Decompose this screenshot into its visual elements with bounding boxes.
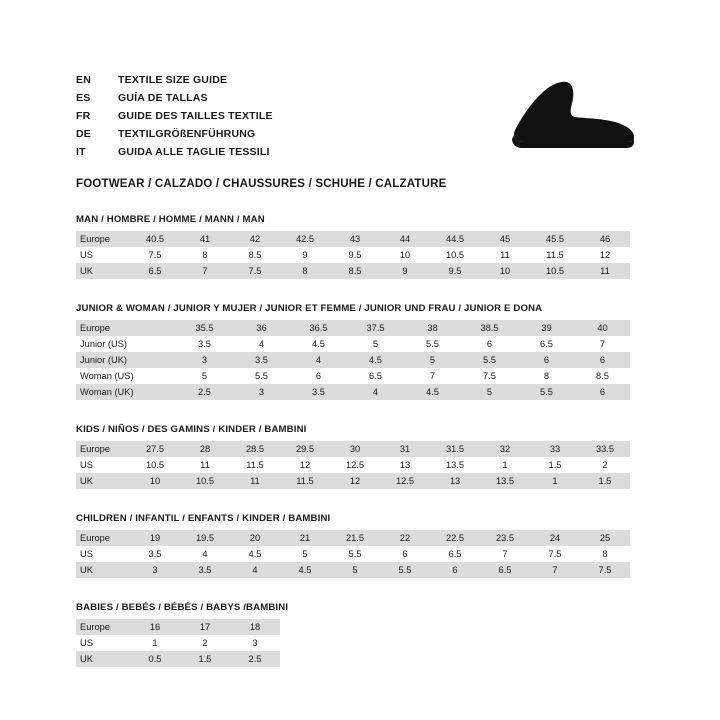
section-title: KIDS / NIÑOS / DES GAMINS / KINDER / BAMBINI — [76, 424, 307, 435]
cell: 39 — [518, 320, 575, 336]
cell: 3.5 — [233, 352, 290, 368]
section-children — [76, 513, 644, 578]
cell: 9.5 — [430, 263, 480, 279]
table-row — [76, 619, 280, 635]
cell: 10 — [480, 263, 530, 279]
cell: 4 — [258, 339, 265, 349]
cell: 31 — [380, 441, 430, 457]
cell: 3 — [176, 352, 233, 368]
cell: 21 — [280, 530, 330, 546]
section-title: BABIES / BEBÉS / BÉBÉS / BABYS /BAMBINI — [76, 602, 289, 613]
cell: 6.5 — [480, 562, 530, 578]
cell: 6 — [575, 384, 630, 400]
cell: 24 — [530, 530, 580, 546]
table-row — [76, 352, 630, 368]
cell: 10 — [130, 473, 180, 489]
cell: 5.5 — [518, 384, 575, 400]
row-label: Junior (UK) — [76, 352, 176, 368]
cell: 9 — [302, 250, 308, 260]
cell: 7 — [502, 549, 508, 559]
cell: 1.5 — [548, 460, 562, 470]
cell: 8 — [202, 250, 208, 260]
cell: 10.5 — [145, 460, 165, 470]
cell: 7 — [180, 263, 230, 279]
cell: 10.5 — [445, 250, 465, 260]
cell: 20 — [230, 530, 280, 546]
table-row — [76, 247, 630, 263]
cell: 27.5 — [130, 441, 180, 457]
cell: 3.5 — [290, 384, 347, 400]
cell: 8.5 — [596, 371, 609, 381]
table-row — [76, 562, 630, 578]
cell: 36.5 — [290, 320, 347, 336]
cell: 4.5 — [280, 562, 330, 578]
cell: 5 — [330, 562, 380, 578]
cell: 4 — [290, 352, 347, 368]
language-code: IT — [76, 146, 86, 158]
cell: 1 — [152, 638, 158, 648]
cell: 4.5 — [347, 352, 404, 368]
row-label: Junior (US) — [80, 339, 128, 349]
cell: 9 — [380, 263, 430, 279]
cell: 3 — [252, 638, 258, 648]
table-row — [76, 651, 280, 667]
section-babies — [76, 602, 644, 667]
cell: 10.5 — [530, 263, 580, 279]
cell: 35.5 — [176, 320, 233, 336]
row-label: US — [80, 549, 93, 559]
cell: 22.5 — [430, 530, 480, 546]
cell: 5.5 — [461, 352, 518, 368]
row-label: Europe — [76, 530, 130, 546]
row-label: Europe — [76, 320, 176, 336]
cell: 42.5 — [280, 231, 330, 247]
cell: 11 — [580, 263, 630, 279]
cell: 12 — [299, 460, 311, 470]
cell: 1 — [502, 460, 508, 470]
cell: 6 — [315, 371, 322, 381]
cell: 30 — [330, 441, 380, 457]
cell: 6 — [575, 352, 630, 368]
header — [76, 72, 644, 190]
cell: 25 — [580, 530, 630, 546]
cell: 23.5 — [480, 530, 530, 546]
cell: 9.5 — [348, 250, 362, 260]
cell: 4 — [202, 549, 208, 559]
table-row — [76, 546, 630, 562]
cell: 0.5 — [130, 651, 180, 667]
size-table-children — [76, 530, 630, 578]
cell: 10.5 — [180, 473, 230, 489]
language-title: GUÍA DE TALLAS — [118, 92, 208, 104]
row-label: US — [80, 638, 93, 648]
cell: 8 — [543, 371, 550, 381]
cell: 5 — [201, 371, 208, 381]
cell: 7 — [429, 371, 436, 381]
cell: 22 — [380, 530, 430, 546]
cell: 44.5 — [430, 231, 480, 247]
cell: 18 — [230, 619, 280, 635]
cell: 6 — [486, 339, 493, 349]
cell: 8 — [280, 263, 330, 279]
cell: 2.5 — [176, 384, 233, 400]
row-label: US — [80, 460, 93, 470]
cell: 4.5 — [312, 339, 325, 349]
size-table-kids — [76, 441, 630, 489]
cell: 5 — [461, 384, 518, 400]
cell: 11.5 — [280, 473, 330, 489]
cell: 7 — [599, 339, 606, 349]
size-table-babies — [76, 619, 280, 667]
cell: 37.5 — [347, 320, 404, 336]
cell: 5.5 — [426, 339, 439, 349]
cell: 6 — [518, 352, 575, 368]
cell: 4.5 — [404, 384, 461, 400]
language-title: GUIDA ALLE TAGLIE TESSILI — [118, 146, 270, 158]
dress-shoe-icon — [458, 76, 648, 156]
cell: 8.5 — [248, 250, 262, 260]
section-man — [76, 214, 644, 279]
cell: 7 — [530, 562, 580, 578]
language-title: GUIDE DES TAILLES TEXTILE — [118, 110, 273, 122]
table-row — [76, 336, 630, 352]
cell: 38 — [404, 320, 461, 336]
cell: 19.5 — [180, 530, 230, 546]
cell: 28 — [180, 441, 230, 457]
cell: 46 — [580, 231, 630, 247]
cell: 2 — [602, 460, 608, 470]
cell: 7.5 — [548, 549, 562, 559]
table-row — [76, 441, 630, 457]
cell: 28.5 — [230, 441, 280, 457]
row-label: Woman (UK) — [76, 384, 176, 400]
cell: 12 — [599, 250, 611, 260]
cell: 1 — [530, 473, 580, 489]
cell: 13.5 — [480, 473, 530, 489]
cell: 32 — [480, 441, 530, 457]
table-row — [76, 368, 630, 384]
cell: 6.5 — [448, 549, 462, 559]
cell: 2.5 — [230, 651, 280, 667]
cell: 12.5 — [380, 473, 430, 489]
row-label: US — [80, 250, 93, 260]
cell: 6 — [402, 549, 408, 559]
cell: 3.5 — [198, 339, 211, 349]
row-label: Europe — [76, 619, 130, 635]
cell: 7.5 — [483, 371, 496, 381]
cell: 10 — [399, 250, 411, 260]
language-code: ES — [76, 92, 91, 104]
cell: 31.5 — [430, 441, 480, 457]
cell: 13.5 — [445, 460, 465, 470]
section-kids — [76, 424, 644, 489]
section-title: JUNIOR & WOMAN / JUNIOR Y MUJER / JUNIOR ET FEMME / JUNIOR UND FRAU / JUNIOR E DONA — [76, 303, 543, 314]
language-code: EN — [76, 74, 91, 86]
cell: 33 — [530, 441, 580, 457]
cell: 29.5 — [280, 441, 330, 457]
cell: 5.5 — [255, 371, 268, 381]
cell: 42 — [230, 231, 280, 247]
cell: 11 — [200, 460, 210, 470]
cell: 2 — [202, 638, 208, 648]
table-row — [76, 635, 280, 651]
table-row — [76, 473, 630, 489]
cell: 8.5 — [330, 263, 380, 279]
cell: 7.5 — [580, 562, 630, 578]
row-label: Europe — [76, 231, 130, 247]
row-label: UK — [76, 562, 130, 578]
cell: 8 — [602, 549, 608, 559]
language-code: FR — [76, 110, 91, 122]
cell: 44 — [380, 231, 430, 247]
cell: 11.5 — [246, 460, 264, 470]
language-title: TEXTILGRÖßENFÜHRUNG — [118, 128, 256, 140]
cell: 13 — [399, 460, 411, 470]
cell: 3 — [233, 384, 290, 400]
cell: 3.5 — [180, 562, 230, 578]
cell: 6 — [430, 562, 480, 578]
cell: 12.5 — [345, 460, 365, 470]
cell: 5 — [372, 339, 379, 349]
language-title: TEXTILE SIZE GUIDE — [118, 74, 228, 86]
cell: 6.5 — [369, 371, 382, 381]
cell: 40.5 — [130, 231, 180, 247]
cell: 33.5 — [580, 441, 630, 457]
section-title: CHILDREN / INFANTIL / ENFANTS / KINDER / BAMBINI — [76, 513, 331, 524]
cell: 16 — [130, 619, 180, 635]
cell: 5 — [404, 352, 461, 368]
cell: 43 — [330, 231, 380, 247]
cell: 21.5 — [330, 530, 380, 546]
table-row — [76, 457, 630, 473]
cell: 4.5 — [248, 549, 262, 559]
table-row — [76, 231, 630, 247]
cell: 11 — [230, 473, 280, 489]
row-label: UK — [76, 651, 130, 667]
cell: 13 — [430, 473, 480, 489]
row-label: Europe — [76, 441, 130, 457]
cell: 6.5 — [540, 339, 553, 349]
section-junior-woman — [76, 303, 644, 400]
category-title: FOOTWEAR / CALZADO / CHAUSSURES / SCHUHE / CALZATURE — [76, 178, 447, 190]
cell: 4 — [230, 562, 280, 578]
cell: 5 — [302, 549, 308, 559]
table-row — [76, 320, 630, 336]
cell: 1.5 — [180, 651, 230, 667]
cell: 36 — [233, 320, 290, 336]
cell: 41 — [180, 231, 230, 247]
row-label: UK — [76, 263, 130, 279]
cell: 40 — [575, 320, 630, 336]
table-row — [76, 530, 630, 546]
cell: 11.5 — [546, 250, 564, 260]
size-table-man — [76, 231, 630, 279]
cell: 45 — [480, 231, 530, 247]
size-table-junior-woman — [76, 320, 630, 400]
cell: 17 — [180, 619, 230, 635]
row-label: UK — [76, 473, 130, 489]
cell: 19 — [130, 530, 180, 546]
table-row — [76, 263, 630, 279]
cell: 3.5 — [148, 549, 162, 559]
language-code: DE — [76, 128, 91, 140]
cell: 5.5 — [380, 562, 430, 578]
cell: 11 — [500, 250, 510, 260]
row-label: Woman (US) — [80, 371, 134, 381]
section-title: MAN / HOMBRE / HOMME / MANN / MAN — [76, 214, 265, 225]
cell: 7.5 — [148, 250, 162, 260]
cell: 3 — [130, 562, 180, 578]
table-row — [76, 384, 630, 400]
cell: 7.5 — [230, 263, 280, 279]
cell: 5.5 — [348, 549, 362, 559]
cell: 45.5 — [530, 231, 580, 247]
cell: 38.5 — [461, 320, 518, 336]
cell: 12 — [330, 473, 380, 489]
cell: 6.5 — [130, 263, 180, 279]
cell: 1.5 — [580, 473, 630, 489]
cell: 4 — [347, 384, 404, 400]
